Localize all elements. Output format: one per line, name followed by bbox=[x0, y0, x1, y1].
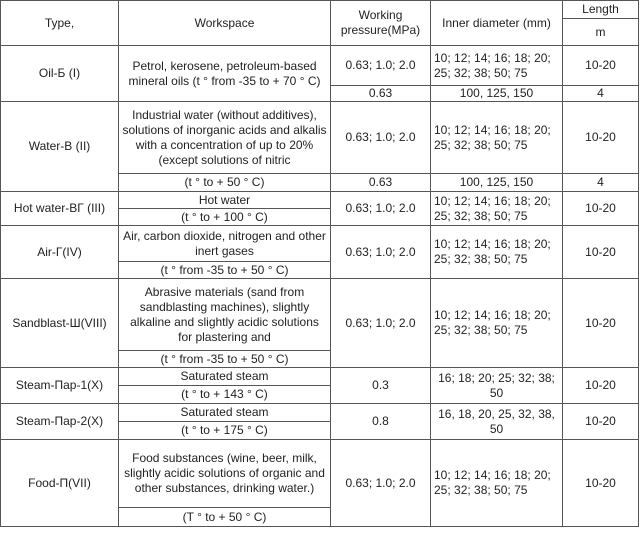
row-diameter: 16, 18, 20, 25, 32, 38, 50 bbox=[431, 404, 563, 440]
row-diameter: 16; 18; 20; 25; 32; 38; 50 bbox=[431, 368, 563, 404]
row-type: Steam-Пар-1(X) bbox=[1, 368, 119, 404]
row-workspace-temp: (T ° to + 50 ° C) bbox=[119, 508, 331, 527]
table-row bbox=[1, 368, 639, 386]
row-workspace-temp: (t ° to + 50 ° C) bbox=[119, 174, 331, 192]
row-diameter: 10; 12; 14; 16; 18; 20; 25; 32; 38; 50; 75 bbox=[431, 440, 563, 527]
row-diameter: 10; 12; 14; 16; 18; 20; 25; 32; 38; 50; 75 bbox=[431, 46, 563, 86]
row-diameter: 10; 12; 14; 16; 18; 20; 25; 32; 38; 50; 75 bbox=[431, 102, 563, 174]
row-type: Sandblast-Ш(VIII) bbox=[1, 279, 119, 368]
row-workspace-temp: (t ° to + 100 ° C) bbox=[119, 209, 331, 226]
row-length: 10-20 bbox=[563, 279, 639, 368]
table-row bbox=[1, 279, 639, 351]
row-length: 10-20 bbox=[563, 102, 639, 174]
table-row bbox=[1, 440, 639, 508]
header-pressure: Working pressure(MPa) bbox=[331, 1, 431, 46]
row-workspace: Saturated steam bbox=[119, 368, 331, 386]
row-workspace-temp: (t ° from -35 to + 50 ° C) bbox=[119, 351, 331, 368]
row-pressure: 0.63 bbox=[331, 174, 431, 192]
header-length: Length bbox=[563, 1, 639, 19]
row-length: 10-20 bbox=[563, 226, 639, 279]
table-row bbox=[1, 102, 639, 174]
row-workspace: Air, carbon dioxide, nitrogen and other inert gases bbox=[119, 226, 331, 262]
row-workspace: Abrasive materials (sand from sandblasting machines), slightly alkaline and slightly acidic solutions for plastering and bbox=[119, 279, 331, 351]
header-type: Type, bbox=[1, 1, 119, 46]
row-pressure: 0.63; 1.0; 2.0 bbox=[331, 192, 431, 226]
header-row bbox=[1, 1, 639, 19]
header-workspace: Workspace bbox=[119, 1, 331, 46]
row-type: Steam-Пар-2(X) bbox=[1, 404, 119, 440]
row-pressure: 0.8 bbox=[331, 404, 431, 440]
table-row bbox=[1, 192, 639, 209]
row-pressure: 0.63; 1.0; 2.0 bbox=[331, 440, 431, 527]
header-diameter: Inner diameter (mm) bbox=[431, 1, 563, 46]
row-workspace-temp: (t ° to + 143 ° C) bbox=[119, 386, 331, 404]
table-row bbox=[1, 404, 639, 422]
row-workspace: Petrol, kerosene, petroleum-based mineral oils (t ° from -35 to + 70 ° C) bbox=[119, 46, 331, 102]
row-type: Air-Г(IV) bbox=[1, 226, 119, 279]
table-row bbox=[1, 226, 639, 262]
row-length: 10-20 bbox=[563, 368, 639, 404]
row-pressure: 0.3 bbox=[331, 368, 431, 404]
row-workspace-temp: (t ° to + 175 ° C) bbox=[119, 422, 331, 440]
row-diameter: 10; 12; 14; 16; 18; 20; 25; 32; 38; 50; 75 bbox=[431, 226, 563, 279]
row-diameter: 10; 12; 14; 16; 18; 20; 25; 32; 38; 50; 75 bbox=[431, 279, 563, 368]
row-workspace-temp: (t ° from -35 to + 50 ° C) bbox=[119, 262, 331, 279]
row-diameter: 100, 125, 150 bbox=[431, 86, 563, 102]
row-pressure: 0.63; 1.0; 2.0 bbox=[331, 279, 431, 368]
row-type: Food-П(VII) bbox=[1, 440, 119, 527]
row-length: 4 bbox=[563, 86, 639, 102]
row-type: Water-B (II) bbox=[1, 102, 119, 192]
row-type: Oil-Б (I) bbox=[1, 46, 119, 102]
row-length: 10-20 bbox=[563, 404, 639, 440]
row-pressure: 0.63; 1.0; 2.0 bbox=[331, 46, 431, 86]
row-pressure: 0.63; 1.0; 2.0 bbox=[331, 226, 431, 279]
row-workspace: Industrial water (without additives), solutions of inorganic acids and alkalis with a concentration of up to 20% (except solutions of nitric bbox=[119, 102, 331, 174]
table-row bbox=[1, 46, 639, 86]
row-type: Hot water-BГ (III) bbox=[1, 192, 119, 226]
row-length: 4 bbox=[563, 174, 639, 192]
row-workspace: Food substances (wine, beer, milk, slightly acidic solutions of organic and other substances, drinking water.) bbox=[119, 440, 331, 508]
row-diameter: 100, 125, 150 bbox=[431, 174, 563, 192]
row-length: 10-20 bbox=[563, 440, 639, 527]
row-pressure: 0.63 bbox=[331, 86, 431, 102]
row-workspace: Hot water bbox=[119, 192, 331, 209]
row-length: 10-20 bbox=[563, 46, 639, 86]
row-diameter: 10; 12; 14; 16; 18; 20; 25; 32; 38; 50; 75 bbox=[431, 192, 563, 226]
row-length: 10-20 bbox=[563, 192, 639, 226]
row-workspace: Saturated steam bbox=[119, 404, 331, 422]
row-pressure: 0.63; 1.0; 2.0 bbox=[331, 102, 431, 174]
header-length-unit: m bbox=[563, 19, 639, 46]
